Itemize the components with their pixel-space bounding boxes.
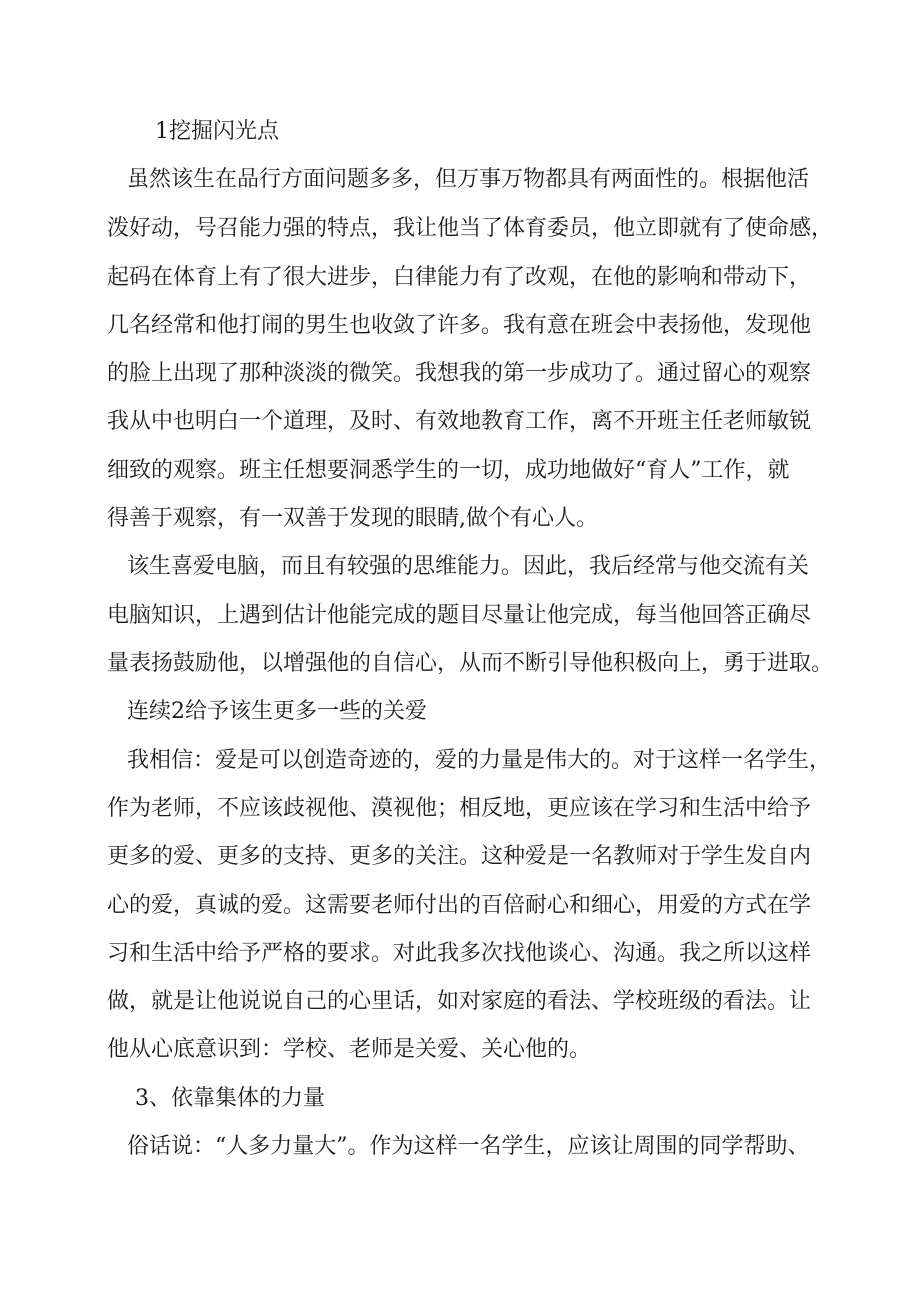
paragraph-line: 量表扬鼓励他，以增强他的自信心，从而不断引导他积极向上，勇于进取。 [107, 651, 834, 676]
paragraph-line: 细致的观察。班主任想要洞悉学生的一切，成功地做好“育人”工作，就 [107, 458, 790, 483]
heading-1: 1挖掘闪光点 [155, 119, 279, 144]
paragraph-line: 做，就是让他说说自己的心里话，如对家庭的看法、学校班级的看法。让 [107, 989, 812, 1014]
paragraph-line: 起码在体育上有了很大进步，白律能力有了改观，在他的影响和带动下， [107, 265, 812, 290]
paragraph-line: 心的爱，真诚的爱。这需要老师付出的百倍耐心和细心，用爱的方式在学 [107, 893, 812, 918]
paragraph-line: 该生喜爱电脑，而且有较强的思维能力。因此，我后经常与他交流有关 [127, 554, 810, 579]
paragraph-line: 俗话说：“人多力量大”。作为这样一名学生，应该让周围的同学帮助、 [127, 1134, 810, 1159]
paragraph-line: 习和生活中给予严格的要求。对此我多次找他谈心、沟通。我之所以这样 [107, 941, 812, 966]
paragraph-line: 的脸上出现了那种淡淡的微笑。我想我的第一步成功了。通过留心的观察 [107, 361, 812, 386]
paragraph-line: 得善于观察，有一双善于发现的眼睛,做个有心人。 [107, 506, 598, 531]
paragraph-line: 他从心底意识到：学校、老师是关爱、关心他的。 [107, 1037, 592, 1062]
paragraph-line: 几名经常和他打闹的男生也收敛了许多。我有意在班会中表扬他，发现他 [107, 313, 812, 338]
heading-2: 连续2给予该生更多一些的关爱 [127, 699, 427, 724]
paragraph-line: 泼好动，号召能力强的特点，我让他当了体育委员，他立即就有了使命感， [107, 216, 834, 241]
paragraph-line: 电脑知识，上遇到估计他能完成的题目尽量让他完成，每当他回答正确尽 [107, 603, 812, 628]
heading-3: 3、依靠集体的力量 [135, 1086, 325, 1111]
paragraph-line: 我相信：爱是可以创造奇迹的，爱的力量是伟大的。对于这样一名学生， [127, 748, 832, 773]
paragraph-line: 我从中也明白一个道理，及时、有效地教育工作，离不开班主任老师敏锐 [107, 409, 812, 434]
paragraph-line: 虽然该生在品行方面问题多多，但万事万物都具有两面性的。根据他活 [127, 167, 810, 192]
paragraph-line: 作为老师，不应该歧视他、漠视他；相反地，更应该在学习和生活中给予 [107, 796, 812, 821]
paragraph-line: 更多的爱、更多的支持、更多的关注。这种爱是一名教师对于学生发自内 [107, 844, 812, 869]
